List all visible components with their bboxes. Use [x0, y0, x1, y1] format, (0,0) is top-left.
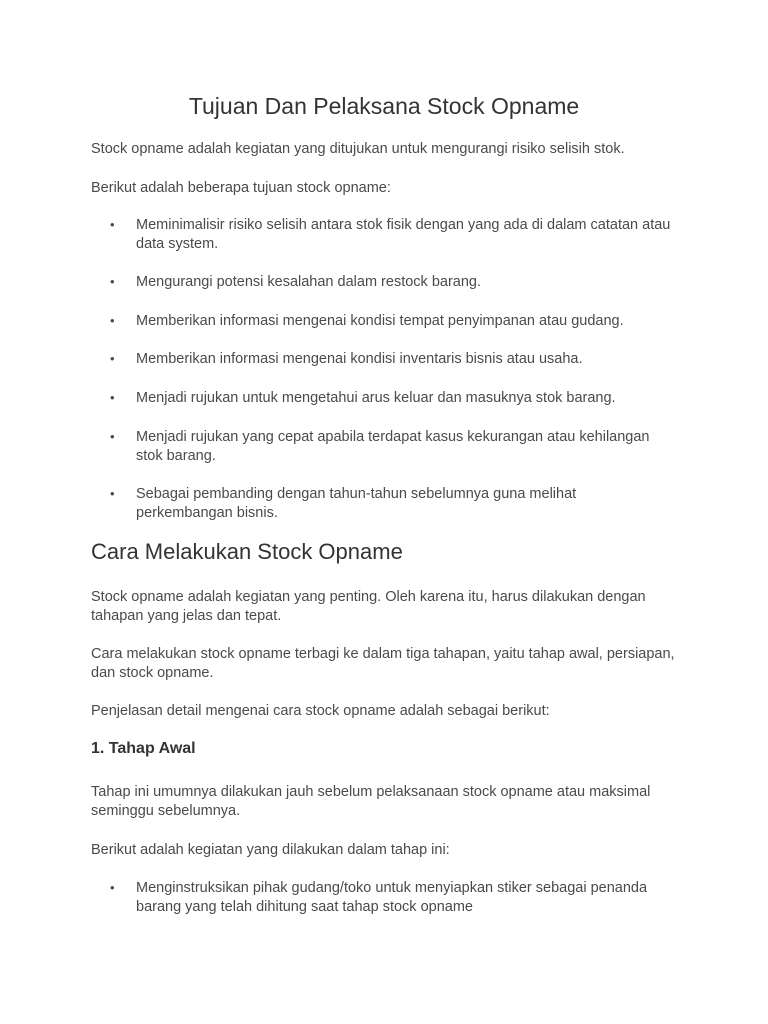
section-paragraph: Stock opname adalah kegiatan yang penting. Oleh karena itu, harus dilakukan dengan tahapan yang jelas dan tepat. — [91, 589, 646, 624]
bullet-marker: • — [110, 351, 115, 366]
step-paragraph: Berikut adalah kegiatan yang dilakukan dalam tahap ini: — [91, 842, 450, 858]
list-item — [110, 485, 690, 522]
bullet-marker: • — [110, 390, 115, 405]
list-item-text: Sebagai pembanding dengan tahun-tahun sebelumnya guna melihat perkembangan bisnis. — [136, 486, 577, 521]
step-paragraph: Tahap ini umumnya dilakukan jauh sebelum pelaksanaan stock opname atau maksimal seminggu sebelumnya. — [91, 784, 651, 819]
list-item-text: Menjadi rujukan yang cepat apabila terdapat kasus kekurangan atau kehilangan stok barang. — [136, 429, 650, 464]
bullet-marker: • — [110, 217, 115, 232]
list-item — [110, 350, 690, 369]
bullet-marker: • — [110, 429, 115, 444]
goals-lead-paragraph: Berikut adalah beberapa tujuan stock opname: — [91, 180, 391, 196]
list-item — [110, 312, 690, 331]
section-heading: Cara Melakukan Stock Opname — [91, 539, 403, 564]
section-paragraph: Cara melakukan stock opname terbagi ke dalam tiga tahapan, yaitu tahap awal, persiapan, dan stock opname. — [91, 646, 675, 681]
bullet-marker: • — [110, 313, 115, 328]
list-item — [110, 216, 690, 253]
document-title: Tujuan Dan Pelaksana Stock Opname — [188, 93, 580, 119]
list-item-text: Memberikan informasi mengenai kondisi inventaris bisnis atau usaha. — [136, 351, 583, 367]
list-item — [110, 273, 690, 292]
bullet-marker: • — [110, 880, 115, 895]
list-item — [110, 428, 690, 465]
intro-paragraph: Stock opname adalah kegiatan yang ditujukan untuk mengurangi risiko selisih stok. — [91, 141, 625, 157]
section-paragraph: Penjelasan detail mengenai cara stock opname adalah sebagai berikut: — [91, 703, 550, 719]
list-item-text: Meminimalisir risiko selisih antara stok fisik dengan yang ada di dalam catatan atau data system. — [136, 217, 671, 252]
list-item-text: Memberikan informasi mengenai kondisi tempat penyimpanan atau gudang. — [136, 313, 624, 329]
list-item-text: Mengurangi potensi kesalahan dalam restock barang. — [136, 274, 481, 290]
list-item — [110, 879, 690, 916]
list-item-text: Menginstruksikan pihak gudang/toko untuk menyiapkan stiker sebagai penanda barang yang telah dihitung saat tahap stock opname — [136, 880, 648, 915]
bullet-marker: • — [110, 486, 115, 501]
list-item — [110, 389, 690, 408]
list-item-text: Menjadi rujukan untuk mengetahui arus keluar dan masuknya stok barang. — [136, 390, 616, 406]
step-heading: 1. Tahap Awal — [91, 740, 196, 757]
bullet-marker: • — [110, 274, 115, 289]
